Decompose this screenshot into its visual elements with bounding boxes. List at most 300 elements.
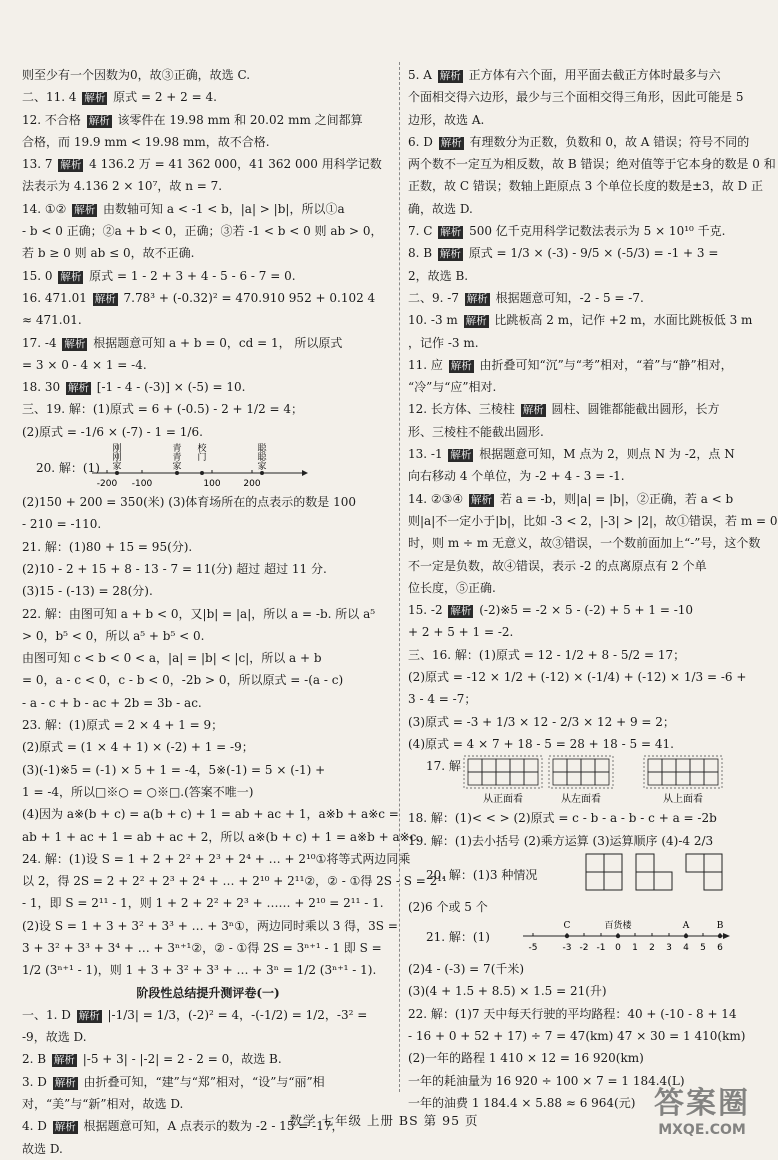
answer-line [408, 175, 763, 197]
answer-text: 22. 解：(1)7 天中每天行驶的平均路程：40 + (-10 - 8 + 14 [408, 1006, 737, 1021]
analysis-tag: 解析 [450, 359, 472, 372]
watermark-logo [654, 1078, 750, 1138]
case-square [704, 872, 722, 890]
view-grid-cell [510, 772, 524, 785]
point-label: 百货楼 [604, 921, 632, 932]
view-grid-cell [553, 759, 567, 772]
page-footer: 数学 七年级 上册 BS 第 95 页 [289, 1113, 479, 1128]
view-grid-cell [648, 772, 662, 785]
answer-line [408, 309, 763, 331]
answer-text: (4)原式 = 4 × 7 + 18 - 5 = 28 + 18 - 5 = 41. [408, 736, 674, 751]
answer-text: (3)(4 + 1.5 + 8.5) × 1.5 = 21(升) [408, 984, 607, 999]
tick-label: 5 [700, 943, 706, 954]
answer-text: 21. 解：(1)80 + 15 = 95(分). [22, 539, 193, 554]
answer-text: 4. D [22, 1119, 51, 1134]
case-square [604, 872, 622, 890]
view-grid-cell [553, 772, 567, 785]
answer-text: 一年的耗油量为 16 920 ÷ 100 × 7 = 1 184.4(L) [408, 1073, 685, 1088]
place-label: 家 [112, 462, 122, 473]
analysis-tag: 解析 [78, 1009, 100, 1022]
tick-label: 6 [717, 943, 723, 954]
answer-text: 由折叠可知，“建”与“郑”相对，“设”与“丽”相 [79, 1074, 325, 1089]
place-label: 家 [257, 462, 267, 473]
analysis-tag: 解析 [88, 114, 110, 127]
answer-text: 两个数不一定互为相反数，故 B 错误；绝对值等于它本身的数是 0 和 [408, 157, 776, 172]
answer-text: + 2 + 5 + 1 = -2. [408, 625, 514, 640]
answer-line [22, 848, 411, 870]
answer-line [22, 892, 394, 914]
figure-views [408, 755, 763, 807]
answer-text: 则至少有一个因数为0，故③正确，故选 C. [22, 68, 251, 82]
analysis-tag: 解析 [53, 1054, 75, 1067]
answer-text: -9，故选 D. [22, 1030, 87, 1045]
answer-line [22, 513, 394, 535]
answer-line [22, 625, 394, 647]
answer-text: (3)(-1)※5 = (-1) × 5 + 1 = -4，5※(-1) = 5 × (-1) + [22, 762, 326, 777]
answer-line [408, 733, 763, 755]
answer-line [22, 647, 394, 669]
answer-text: 15. -2 [408, 603, 447, 618]
answer-text: 向右移动 4 个单位，为 -2 + 4 - 3 = -1. [408, 469, 625, 484]
answer-line [408, 131, 763, 153]
view-grid-cell [524, 759, 538, 772]
answer-line [22, 198, 394, 220]
answer-text: 根据题意可知，-2 - 5 = -7. [491, 290, 644, 305]
answer-line [408, 621, 763, 643]
watermark-text: 答案圈 [654, 1086, 750, 1121]
answer-line [22, 937, 394, 959]
point-label: A [682, 921, 690, 932]
answer-line [22, 220, 394, 242]
place-label: 家 [172, 462, 182, 473]
answer-line [408, 242, 763, 264]
answer-line [408, 398, 763, 420]
view-grid-cell [567, 772, 581, 785]
analysis-tag: 解析 [54, 1076, 76, 1089]
point-marker [684, 934, 688, 938]
answer-text: (4)因为 a※(b + c) = a(b + c) + 1 = ab + ac + 1，a※b + a※c = [22, 807, 399, 822]
analysis-tag: 解析 [64, 337, 86, 350]
answer-text: 若 b ≥ 0 则 ab ≤ 0，故不正确. [22, 246, 195, 261]
answer-text: = 3 × 0 - 4 × 1 = -4. [22, 357, 147, 372]
analysis-tag: 解析 [439, 248, 461, 261]
view-grid-cell [690, 759, 704, 772]
answer-line [408, 644, 763, 666]
point-label: B [716, 921, 724, 932]
view-grid-cell [496, 759, 510, 772]
answer-line [22, 1026, 394, 1048]
view-label: 从左面看 [561, 794, 601, 806]
answer-line [408, 896, 763, 918]
place-label: 聪 [257, 444, 267, 455]
answer-text: - a - c + b - ac + 2b = 3b - ac. [22, 695, 202, 710]
view-grid-cell [648, 759, 662, 772]
answer-text: 19. 解：(1)去小括号 (2)乘方运算 (3)运算顺序 (4)-4 2/3 [408, 833, 714, 848]
answer-text: 23. 解：(1)原式 = 2 × 4 + 1 = 9； [22, 718, 224, 733]
answer-line [22, 959, 394, 981]
answer-text: 有理数分为正数，负数和 0，故 A 错误；符号不同的 [465, 134, 750, 149]
figure-lead-text: 17. 解 [426, 759, 461, 774]
answer-line [408, 287, 763, 309]
answer-text: 15. 0 [22, 268, 57, 283]
analysis-tag: 解析 [84, 92, 106, 105]
view-label: 从上面看 [663, 794, 703, 806]
answer-text: 边形，故选 A. [408, 112, 485, 127]
point-label: C [563, 921, 571, 932]
answer-text: 根据题意可知，M 点为 2，则点 N 为 -2，点 N [475, 447, 735, 462]
answer-line [408, 354, 763, 376]
answer-text: 14. ①② [22, 201, 71, 216]
tick-label: -1 [596, 943, 606, 954]
answer-text: 2，故选 B. [408, 268, 469, 283]
answer-line [408, 958, 763, 980]
answer-line [22, 376, 394, 398]
place-point [200, 471, 204, 475]
answer-text: 不一定是负数，故④错误，表示 -2 的点离原点有 2 个单 [408, 558, 707, 573]
answer-text: (2)150 + 200 = 350(米) (3)体育场所在的点表示的数是 100 [22, 495, 356, 510]
answer-line [408, 599, 763, 621]
answer-text: 一年的油费 1 184.4 × 5.88 ≈ 6 964(元) [408, 1095, 636, 1110]
answer-text: |-5 + 3| - |-2| = 2 - 2 = 0，故选 B. [78, 1052, 282, 1067]
answer-text: 原式 = 2 + 2 = 4. [109, 90, 217, 105]
answer-line [22, 491, 394, 513]
view-grid-cell [662, 759, 676, 772]
figure-threecases [408, 852, 763, 896]
watermark-url: MXQE.COM [658, 1122, 746, 1138]
analysis-tag: 解析 [450, 449, 472, 462]
answer-text: - 210 = -110. [22, 517, 102, 532]
answer-line [22, 332, 394, 354]
analysis-tag: 解析 [471, 493, 492, 506]
answer-text: 5. A [408, 68, 436, 82]
answer-line [408, 807, 763, 829]
answer-line [22, 153, 394, 175]
answer-line [408, 555, 763, 577]
tick-label: 100 [203, 479, 221, 490]
answer-text: [-1 - 4 - (-3)] × (-5) = 10. [92, 380, 246, 395]
answer-text: 500 亿千克用科学记数法表示为 5 × 10¹⁰ 千克. [465, 224, 726, 239]
answer-line [22, 287, 394, 309]
view-grid-cell [482, 759, 496, 772]
answer-line [22, 242, 394, 264]
tick-label: -5 [528, 943, 538, 954]
tick-label: 200 [243, 479, 261, 490]
answer-text: 确，故选 D. [408, 201, 473, 216]
answer-text: 根据题意可知，A 点表示的数为 -2 - 15 = -17， [79, 1119, 344, 1134]
axis-arrow [723, 933, 730, 939]
answer-line [22, 64, 394, 86]
answer-text: ≈ 471.01. [22, 313, 82, 328]
analysis-tag: 解析 [522, 404, 544, 417]
answer-text: 圆柱、圆锥都能截出圆形，长方 [547, 402, 720, 417]
answer-text: 对，“美”与“新”相对，故选 D. [22, 1097, 184, 1112]
place-label: 聪 [257, 453, 267, 464]
analysis-tag: 解析 [74, 203, 96, 216]
view-grid-cell [468, 772, 482, 785]
case-square [636, 854, 654, 872]
analysis-tag: 解析 [440, 226, 462, 239]
figure-lead-text: 20. 解：(1)3 种情况 [426, 867, 538, 882]
analysis-tag: 解析 [54, 1121, 76, 1134]
answer-text: 时，则 m ÷ m 无意义，故③错误，一个数前面加上“-”号，这个数 [408, 536, 761, 551]
answer-text: 三、16. 解：(1)原式 = 12 - 1/2 + 8 - 5/2 = 17； [408, 647, 686, 662]
view-grid-cell [581, 772, 595, 785]
answer-text: (3)15 - (-13) = 28(分). [22, 584, 153, 599]
answer-text: 三、19. 解：(1)原式 = 6 + (-0.5) - 2 + 1/2 = 4； [22, 402, 304, 417]
answer-text: 14. ②③④ [408, 491, 467, 506]
answer-text: 位长度，⑤正确. [408, 580, 496, 595]
answer-text: (2)6 个或 5 个 [408, 899, 488, 914]
answer-line [22, 736, 394, 758]
answer-line [22, 1071, 394, 1093]
view-label: 从正面看 [483, 794, 523, 806]
answer-text: 4 136.2 万 = 41 362 000，41 362 000 用科学记数 [85, 157, 382, 172]
answer-line [22, 580, 394, 602]
answer-text: 正方体有六个面，用平面去截正方体时最多与六 [464, 68, 721, 82]
answer-line [22, 714, 394, 736]
answer-text: > 0，b⁵ < 0，所以 a⁵ + b⁵ < 0. [22, 628, 205, 643]
tick-label: -200 [96, 479, 118, 490]
answer-text: (2)10 - 2 + 15 + 8 - 13 - 7 = 11(分) 超过 超过 11 分. [22, 561, 327, 576]
answer-line [22, 1048, 394, 1070]
answer-line [408, 220, 763, 242]
answer-text: 17. -4 [22, 335, 61, 350]
analysis-tag: 解析 [466, 292, 488, 305]
answer-text: 3 + 3² + 3³ + 3⁴ + … + 3ⁿ⁺¹②，② - ①得 2S = 3ⁿ⁺¹ - 1 即 S = [22, 940, 382, 955]
answer-text: 合格，而 19.9 mm < 19.98 mm，故不合格. [22, 134, 270, 149]
answer-line [22, 86, 394, 108]
answer-text: 一、1. D [22, 1007, 75, 1022]
view-grid-cell [524, 772, 538, 785]
figure-lead-text: 21. 解：(1) [426, 930, 490, 945]
tick-label: -2 [579, 943, 589, 954]
answer-line [22, 536, 394, 558]
answer-text: 7.78³ + (-0.32)² = 470.910 952 + 0.102 4 [119, 290, 376, 305]
answer-text: - b < 0 正确；②a + b < 0，正确；③若 -1 < b < 0 则 ab > 0， [22, 224, 383, 239]
answer-text: 比跳板高 2 m，记作 +2 m，水面比跳板低 3 m [490, 313, 753, 328]
analysis-tag: 解析 [67, 382, 89, 395]
point-marker [565, 934, 569, 938]
answer-text: 根据题意可知 a + b = 0，cd = 1， 所以原式 [89, 335, 343, 350]
answer-line [22, 131, 394, 153]
answer-line [408, 510, 778, 532]
answer-line [22, 781, 394, 803]
case-square [586, 872, 604, 890]
answer-text: 8. B [408, 246, 436, 261]
view-grid-cell [704, 772, 718, 785]
answer-line [22, 1138, 394, 1160]
answer-text: “冷”与“应”相对. [408, 380, 497, 395]
case-square [636, 872, 654, 890]
answer-text: 12. 不合格 [22, 112, 85, 127]
answer-text: 二、11. 4 [22, 90, 81, 105]
figure-numberline1 [22, 443, 394, 491]
answer-line [408, 488, 763, 510]
point-marker [718, 934, 722, 938]
answer-text: (2)原式 = -1/6 × (-7) - 1 = 1/6. [22, 424, 203, 439]
answer-text: 若 a = -b，则|a| = |b|，②正确，若 a < b [496, 491, 734, 506]
answer-text: 18. 解：(1)< < > (2)原式 = c - b - a - b - c + a = -2b [408, 811, 717, 826]
answer-text: 16. 471.01 [22, 290, 91, 305]
answer-text: (2)原式 = -12 × 1/2 + (-12) × (-1/4) + (-12) × 1/3 = -6 + [408, 670, 747, 685]
answer-text: 2. B [22, 1052, 50, 1067]
answer-text: 12. 长方体、三棱柱 [408, 402, 519, 417]
view-grid-cell [676, 772, 690, 785]
answer-line [408, 577, 763, 599]
answer-text: 10. -3 m [408, 313, 462, 328]
answer-text: - 1，即 S = 2¹¹ - 1，则 1 + 2 + 2² + 2³ + …… + 2¹⁰ = 2¹¹ - 1. [22, 896, 384, 911]
answer-text: 由折叠可知“沉”与“考”相对，“着”与“静”相对， [475, 357, 733, 372]
answer-text: 22. 解：由图可知 a + b < 0，又|b| = |a|，所以 a = -b. 所以 a⁵ [22, 606, 376, 621]
answer-text: (3)原式 = -3 + 1/3 × 12 - 2/3 × 12 + 9 = 2； [408, 714, 675, 729]
answer-line [408, 465, 763, 487]
case-square [604, 854, 622, 872]
answer-text: (2)4 - (-3) = 7(千米) [408, 962, 525, 977]
view-grid-cell [595, 759, 609, 772]
answer-line [22, 354, 394, 376]
answer-text: 该零件在 19.98 mm 和 20.02 mm 之间都算 [113, 112, 363, 127]
tick-label: 3 [666, 943, 672, 954]
answer-text: 18. 30 [22, 380, 64, 395]
tick-label: 1 [632, 943, 638, 954]
answer-line [408, 421, 763, 443]
answer-text: 法表示为 4.136 2 × 10⁷，故 n = 7. [22, 179, 223, 194]
answer-text: 二、9. -7 [408, 290, 463, 305]
answer-line [22, 265, 394, 287]
view-grid-cell [468, 759, 482, 772]
answer-line [408, 711, 763, 733]
answer-text: - 16 + 0 + 52 + 17) ÷ 7 = 47(km) 47 × 30 = 1 410(km) [408, 1028, 746, 1043]
answer-line [22, 915, 398, 937]
answer-text: (2)原式 = (1 × 4 + 1) × (-2) + 1 = -9； [22, 740, 254, 755]
three-views-figure [408, 755, 763, 807]
answer-text: 故选 D. [22, 1141, 63, 1156]
answer-text: ab + 1 + ac + 1 = ab + ac + 2，所以 a※(b + c) + 1 = a※b + a※c. [22, 829, 421, 844]
answer-line [408, 198, 763, 220]
view-grid-cell [704, 759, 718, 772]
point-marker [616, 934, 620, 938]
place-label: 门 [197, 453, 207, 464]
answer-text: (2)一年的路程 1 410 × 12 = 16 920(km) [408, 1051, 644, 1066]
answer-text: 7. C [408, 224, 437, 239]
answer-line [22, 669, 394, 691]
answer-text: 原式 = 1/3 × (-3) - 9/5 × (-5/3) = -1 + 3 = [464, 246, 719, 261]
tick-label: 4 [683, 943, 689, 954]
answer-line [22, 759, 394, 781]
answer-text: 个面相交得六边形，最少与三个面相交得三角形，因此可能是 5 [408, 90, 744, 105]
answer-line [22, 692, 394, 714]
case-square [586, 854, 604, 872]
answer-text: 1/2 (3ⁿ⁺¹ - 1)，则 1 + 3 + 3² + 3³ + … + 3ⁿ = 1/2 (3ⁿ⁺¹ - 1). [22, 963, 377, 978]
view-grid-cell [662, 772, 676, 785]
place-label: 刚 [112, 453, 122, 464]
answer-line [408, 332, 763, 354]
answer-line [22, 826, 421, 848]
view-grid-cell [482, 772, 496, 785]
answer-line [22, 175, 394, 197]
view-grid-cell [496, 772, 510, 785]
answer-text: 由数轴可知 a < -1 < b，|a| > |b|，所以①a [99, 201, 345, 216]
answer-line [408, 666, 763, 688]
answer-text: |-1/3| = 1/3，(-2)² = 4，-(-1/2) = 1/2，-3² = [103, 1007, 368, 1022]
answer-text: 则|a|不一定小于|b|，比如 -3 < 2，|-3| > |2|，故①错误，若 m = 0 [408, 513, 778, 528]
analysis-tag: 解析 [60, 159, 82, 172]
answer-line [22, 803, 399, 825]
answer-line [408, 86, 763, 108]
right-column [408, 64, 778, 1114]
answer-line [408, 376, 763, 398]
answer-line [408, 1047, 763, 1069]
view-grid-cell [595, 772, 609, 785]
analysis-tag: 解析 [439, 70, 461, 82]
answer-line [408, 153, 776, 175]
view-grid-cell [567, 759, 581, 772]
tick-label: 2 [649, 943, 655, 954]
view-grid-cell [581, 759, 595, 772]
answer-line [408, 532, 763, 554]
answer-line [408, 1025, 763, 1047]
place-label: 校 [197, 444, 207, 455]
place-label: 青 [172, 444, 182, 455]
answer-line [408, 265, 763, 287]
answer-text: 24. 解：(1)设 S = 1 + 2 + 2² + 2³ + 2⁴ + … + 2¹⁰①将等式两边同乘 [22, 851, 411, 866]
answer-line [408, 688, 763, 710]
place-label: 青 [172, 453, 182, 464]
view-grid-cell [690, 772, 704, 785]
answer-line [22, 870, 447, 892]
answer-text: = 0，a - c < 0，c - b < 0，-2b > 0，所以原式 = -(a - c) [22, 673, 344, 688]
answer-line [22, 558, 394, 580]
place-label: 刚 [112, 444, 122, 455]
analysis-tag: 解析 [450, 605, 472, 618]
answer-line [22, 109, 394, 131]
answer-text: 13. 7 [22, 157, 57, 172]
answer-line [408, 830, 763, 852]
answer-text: 以 2，得 2S = 2 + 2² + 2³ + 2⁴ + … + 2¹⁰ + 2¹¹②，② - ①得 2S - S = 2¹¹ [22, 874, 447, 889]
analysis-tag: 解析 [465, 315, 487, 328]
three-cases-figure [408, 852, 763, 896]
answer-text: 6. D [408, 134, 437, 149]
tick-label: -3 [562, 943, 572, 954]
case-square [654, 872, 672, 890]
case-square [704, 854, 722, 872]
number-line-figure [408, 918, 763, 958]
analysis-tag: 解析 [440, 136, 462, 149]
answer-text: 13. -1 [408, 447, 447, 462]
answer-text: 正数，故 C 错误；数轴上距原点 3 个单位长度的数是±3，故 D 正 [408, 179, 764, 194]
answer-text: 原式 = 1 - 2 + 3 + 4 - 5 - 6 - 7 = 0. [85, 268, 296, 283]
tick-label: -100 [131, 479, 153, 490]
answer-text: 1 = -4，所以□※○ = ○※□.(答案不唯一) [22, 784, 254, 799]
section-title: 阶段性总结提升测评卷(一) [136, 985, 280, 1000]
answer-line [408, 980, 763, 1002]
answer-line [22, 603, 394, 625]
answer-text: (-2)※5 = -2 × 5 - (-2) + 5 + 1 = -10 [475, 603, 694, 618]
answer-line [22, 309, 394, 331]
answer-line [408, 1003, 763, 1025]
analysis-tag: 解析 [94, 292, 116, 305]
answer-text: 3 - 4 = -7； [408, 692, 477, 707]
analysis-tag: 解析 [60, 270, 82, 283]
answer-text: 11. 应 [408, 357, 447, 372]
answer-text: 形、三棱柱不能截出圆形. [408, 424, 544, 439]
answer-text: 由图可知 c < b < 0 < a，|a| = |b| < |c|，所以 a + b [22, 651, 322, 666]
figure-numberline2 [408, 918, 763, 958]
answer-line [408, 109, 763, 131]
column-divider [399, 62, 400, 1092]
figure-lead-text: 20. 解：(1) [36, 461, 100, 476]
answer-text: ，记作 -3 m. [408, 335, 479, 350]
